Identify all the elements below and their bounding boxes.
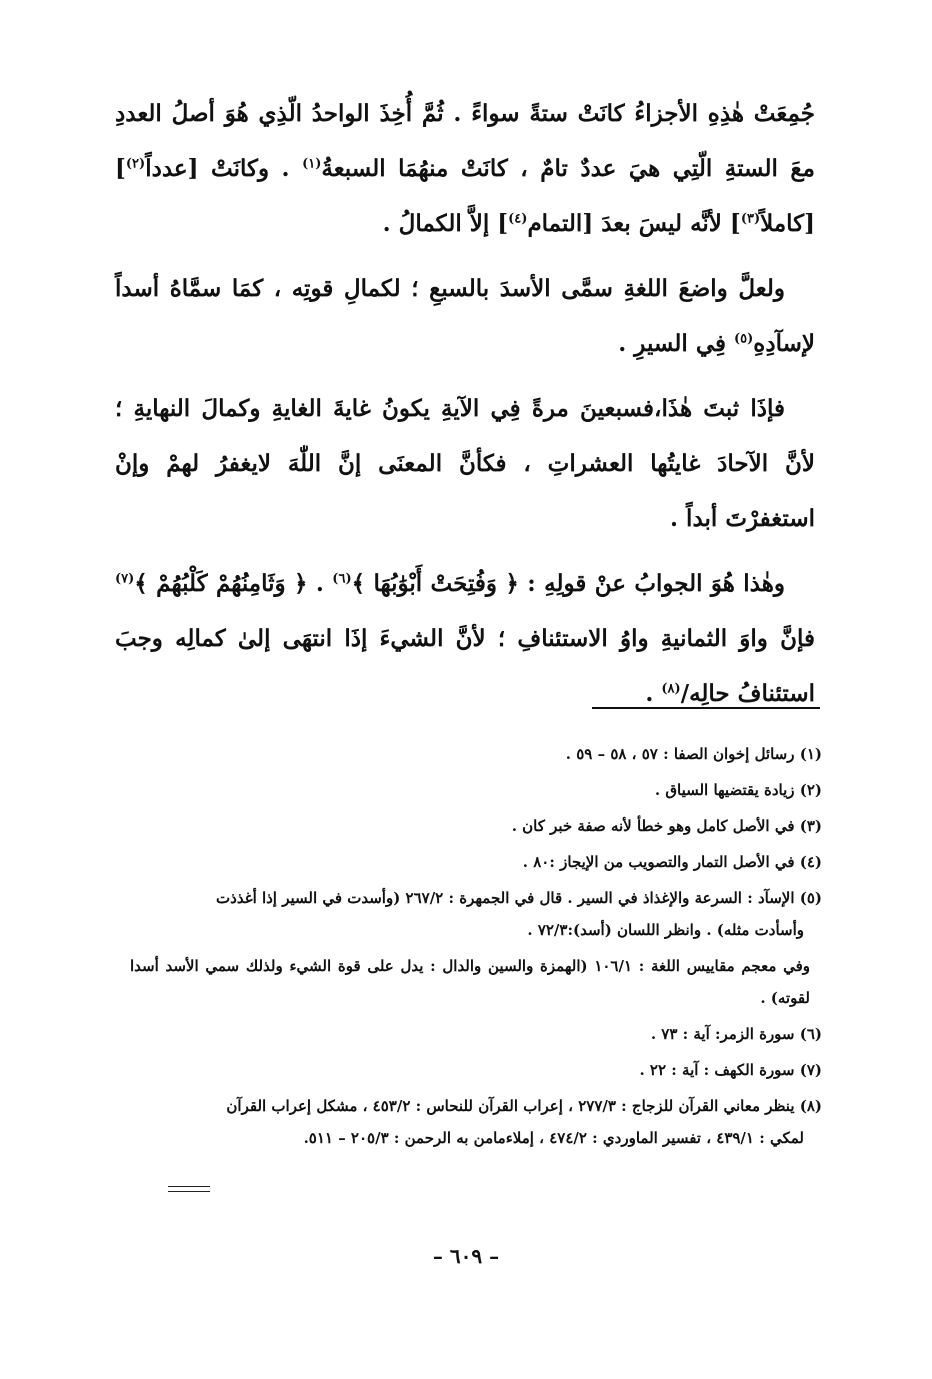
footnotes bbox=[130, 738, 822, 1158]
paragraph-4 bbox=[115, 556, 815, 721]
text-run: . ﴿ وَثَامِنُهُمْ كَلْبُهُمْ ﴾ bbox=[134, 570, 333, 597]
page-number: – ٦٠٩ – bbox=[432, 1244, 500, 1268]
text-run: ولعلَّ واضعَ اللغةِ سمَّى الأسدَ بالسبعِ ؛ لكمالِ قوتِه ، كمَا سمَّاهُ أسداً لإسآدِهِ bbox=[115, 275, 815, 357]
footnote-4: (٤) في الأصل التمار والتصويب من الإيجاز :٨٠ . bbox=[522, 853, 822, 871]
footnote-ref: (٥) bbox=[734, 331, 754, 347]
paragraph-1 bbox=[115, 86, 815, 251]
end-mark bbox=[168, 1186, 210, 1192]
text-run: . bbox=[645, 680, 662, 707]
text-run: فِي السيرِ . bbox=[618, 330, 734, 357]
footnote-2: (٢) زيادة يقتضيها السياق . bbox=[654, 781, 822, 799]
footnote-6: (٦) سورة الزمر: آية : ٧٣ . bbox=[650, 1025, 822, 1043]
footnote-5-continuation: وفي معجم مقاييس اللغة : ١٠٦/١ (الهمزة والسين والدال : يدل على قوة الشيء ولذلك سمي الأسد أسدا لقوته) . bbox=[130, 957, 810, 1007]
footnote-ref: (١) bbox=[302, 156, 322, 172]
footnote-ref: (٨) bbox=[661, 681, 681, 697]
footnote-line: وأسأدت مثله) . وانظر اللسان (أسد):٧٢/٣ . bbox=[527, 921, 804, 939]
paragraph-3 bbox=[115, 381, 815, 546]
footnote-line: لمكي : ٤٣٩/١ ، تفسير الماوردي : ٤٧٤/٢ ، إملاءمامن به الرحمن : ٢٠٥/٣ – ٥١١. bbox=[303, 1129, 804, 1147]
paragraph-2 bbox=[115, 261, 815, 371]
footnote-3: (٣) في الأصل كامل وهو خطأ لأنه صفة خبر كان . bbox=[511, 817, 822, 835]
footnote-8 bbox=[130, 1090, 822, 1154]
text-run: ] لأنَّه ليسَ بعدَ [التمام bbox=[527, 210, 741, 237]
footnote-ref: (٣) bbox=[740, 211, 761, 227]
footnote-1: (١) رسائل إخوان الصفا : ٥٧ ، ٥٨ – ٥٩ . bbox=[565, 745, 822, 763]
footnote-ref: (٢) bbox=[125, 156, 146, 172]
text-run: ] إلاَّ الكمالُ . bbox=[382, 210, 509, 237]
footnote-ref: (٤) bbox=[508, 211, 528, 227]
main-text bbox=[115, 86, 815, 721]
footnote-line: (٨) ينظر معاني القرآن للزجاج : ٢٧٧/٣ ، إعراب القرآن للنحاس : ٤٥٣/٢ ، مشكل إعراب القرآن bbox=[226, 1097, 822, 1115]
text-run: فإنَّ واوَ الثمانيةِ واوُ الاستئنافِ ؛ لأنَّ الشيءَ إذَا انتهَى إلىٰ كمالِه وجبَ استئنافُ حالِه/ bbox=[115, 625, 815, 707]
footnote-ref: (٧) bbox=[115, 571, 135, 587]
text-run: ] [كاملاً bbox=[115, 155, 815, 237]
text-run: فإذَا ثبتَ هٰذَا،فسبعينَ مرةً فِي الآيةِ يكونُ غايةَ الغايةِ وكمالَ النهايةِ ؛ لأنَّ الآحادَ غايتُها العشراتِ ، فكأنَّ المعنَى إنَّ اللّٰهَ لايغفرُ لهمْ وإنْ استغفرْتَ أبداً . bbox=[115, 395, 815, 532]
footnote-7: (٧) سورة الكهف : آية : ٢٢ . bbox=[639, 1061, 822, 1079]
footnote-ref: (٦) bbox=[332, 571, 352, 587]
footnote-separator bbox=[592, 707, 820, 709]
text-run: . وكانَتْ [عدداً bbox=[145, 155, 303, 182]
text-run: وهٰذا هُوَ الجوابُ عنْ قولِهِ : ﴿ وَفُتِحَتْ أَبْوَٰبُهَا ﴾ bbox=[351, 570, 785, 597]
text-run: جُمِعَتْ هٰذِهِ الأجزاءُ كانَتْ ستةً سواءً . ثُمَّ أُخِذَ الواحدُ الّذِي هُوَ أصلُ العددِ معَ الستةِ الّتِي هيَ عددٌ تامٌ ، كانَتْ منهُمَا السبعةُ bbox=[115, 100, 815, 182]
footnote-line: (٥) الإسآد : السرعة والإغذاذ في السير . قال في الجمهرة : ٢٦٧/٢ (وأسدت في السير إذا أغذذت bbox=[216, 889, 822, 907]
footnote-5 bbox=[130, 882, 822, 946]
